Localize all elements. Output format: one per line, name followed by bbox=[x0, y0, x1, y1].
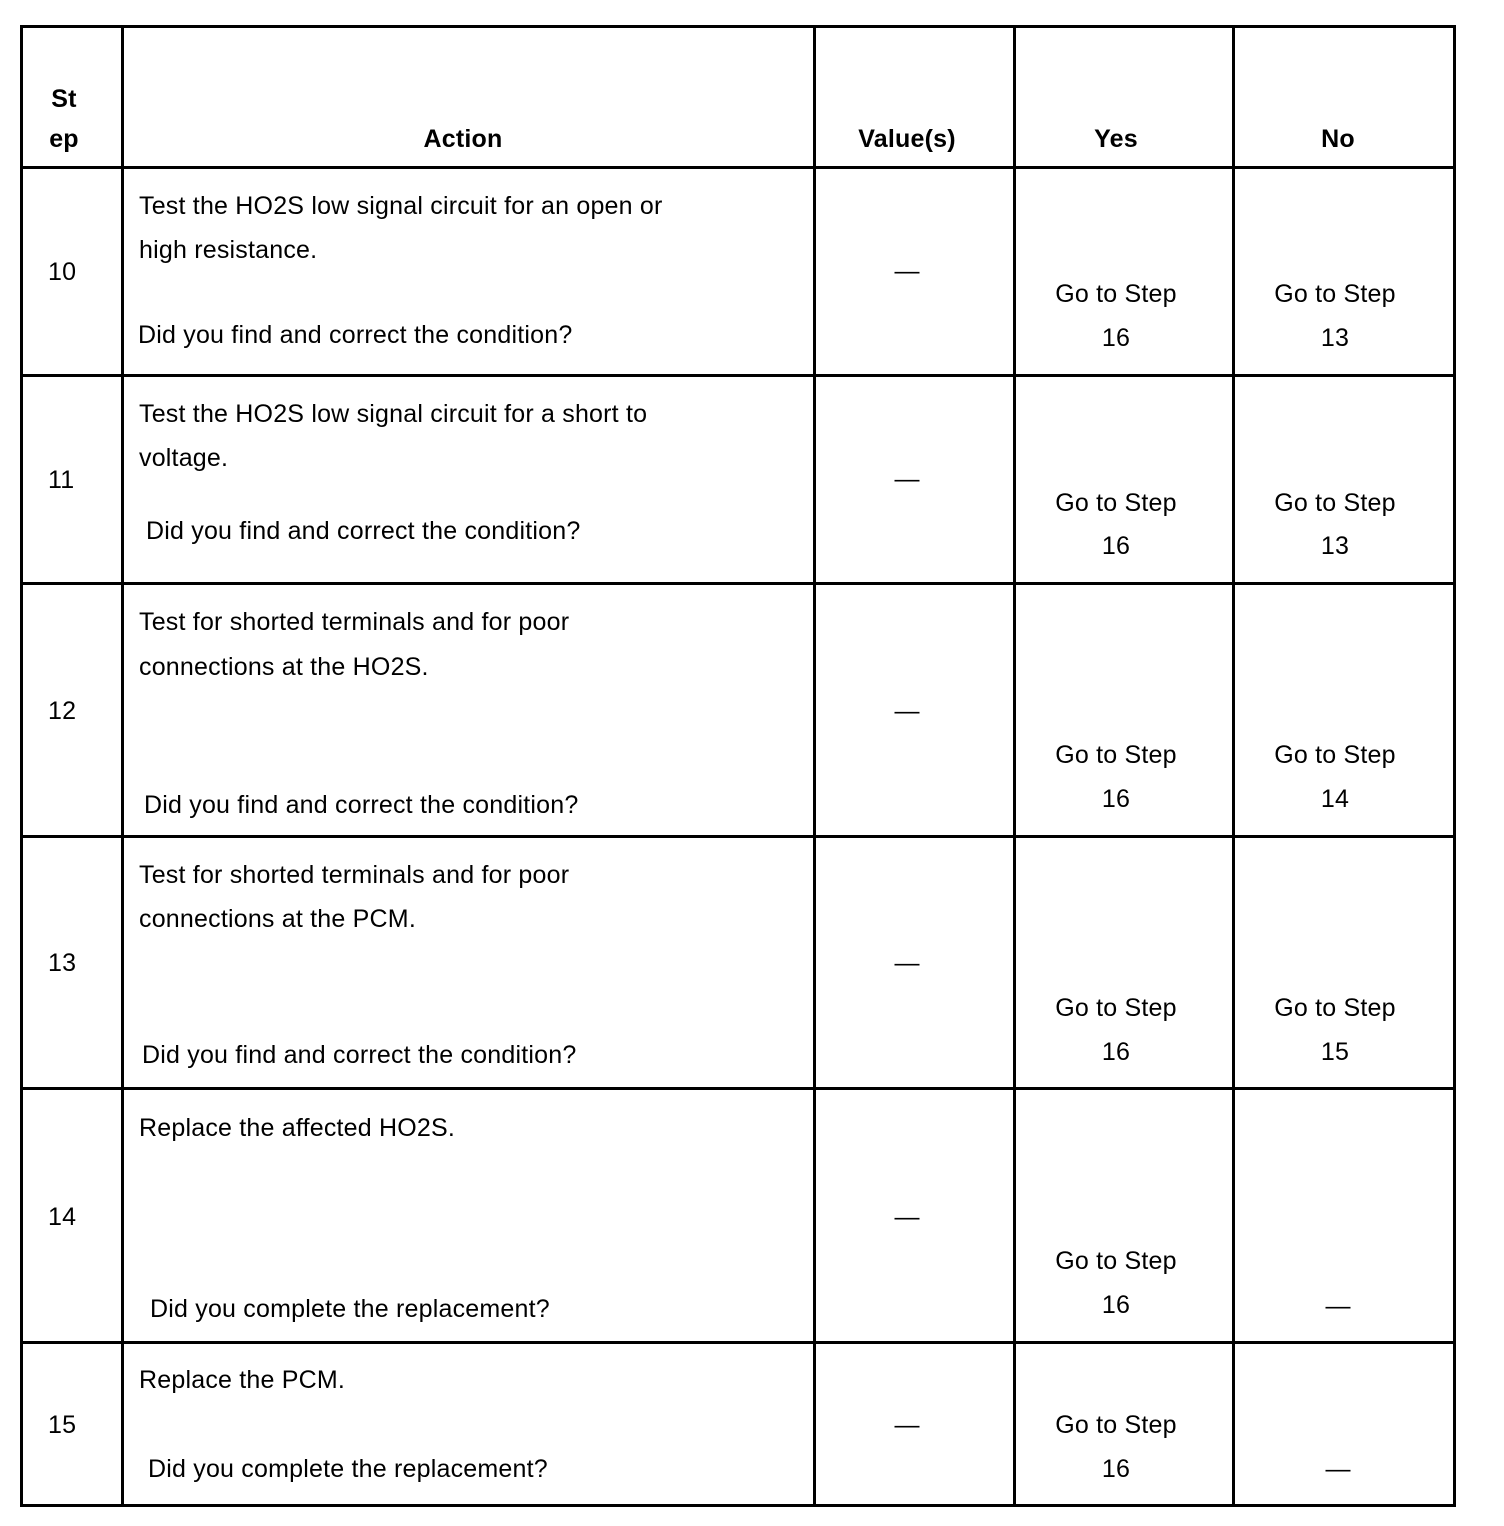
step-number: 13 bbox=[48, 949, 77, 977]
row-divider bbox=[20, 1087, 1456, 1090]
no-dash: — bbox=[1325, 1455, 1351, 1483]
yes-step: 16 bbox=[1101, 532, 1131, 560]
no-step: 14 bbox=[1320, 785, 1350, 813]
header-values: Value(s) bbox=[858, 125, 956, 153]
yes-action: Go to Step bbox=[1055, 994, 1177, 1022]
yes-action: Go to Step bbox=[1055, 280, 1177, 308]
no-step: 13 bbox=[1320, 324, 1350, 352]
yes-action: Go to Step bbox=[1055, 1411, 1177, 1439]
yes-step: 16 bbox=[1101, 1455, 1131, 1483]
action-text: high resistance. bbox=[139, 236, 318, 264]
action-question: Did you find and correct the condition? bbox=[146, 517, 581, 545]
yes-action: Go to Step bbox=[1055, 489, 1177, 517]
row-divider bbox=[20, 582, 1456, 585]
step-number: 11 bbox=[48, 466, 75, 494]
step-number: 12 bbox=[48, 697, 77, 725]
action-text: voltage. bbox=[139, 444, 229, 472]
action-text: Test the HO2S low signal circuit for an open or bbox=[139, 192, 663, 220]
row-divider bbox=[20, 166, 1456, 169]
no-action: Go to Step bbox=[1274, 994, 1396, 1022]
header-no: No bbox=[1321, 125, 1355, 153]
yes-step: 16 bbox=[1101, 1291, 1131, 1319]
column-divider bbox=[121, 25, 124, 1507]
no-step: 15 bbox=[1320, 1038, 1350, 1066]
action-text: Test the HO2S low signal circuit for a short to bbox=[139, 400, 648, 428]
value-dash: — bbox=[894, 697, 920, 725]
action-text: Replace the PCM. bbox=[139, 1366, 346, 1394]
action-text: connections at the HO2S. bbox=[139, 653, 429, 681]
action-text: Replace the affected HO2S. bbox=[139, 1114, 456, 1142]
action-question: Did you complete the replacement? bbox=[148, 1455, 548, 1483]
action-question: Did you find and correct the condition? bbox=[144, 791, 579, 819]
action-question: Did you find and correct the condition? bbox=[142, 1041, 577, 1069]
header-step-line1: St bbox=[51, 85, 77, 113]
step-number: 14 bbox=[48, 1203, 77, 1231]
value-dash: — bbox=[894, 1203, 920, 1231]
no-action: Go to Step bbox=[1274, 280, 1396, 308]
header-step-line2: ep bbox=[49, 125, 79, 153]
step-number: 15 bbox=[48, 1411, 77, 1439]
row-divider bbox=[20, 1341, 1456, 1344]
yes-step: 16 bbox=[1101, 324, 1131, 352]
header-yes: Yes bbox=[1094, 125, 1138, 153]
no-action: Go to Step bbox=[1274, 741, 1396, 769]
action-question: Did you find and correct the condition? bbox=[138, 321, 573, 349]
action-text: Test for shorted terminals and for poor bbox=[139, 861, 570, 889]
row-divider bbox=[20, 835, 1456, 838]
yes-step: 16 bbox=[1101, 785, 1131, 813]
column-divider bbox=[813, 25, 816, 1507]
yes-action: Go to Step bbox=[1055, 741, 1177, 769]
no-action: Go to Step bbox=[1274, 489, 1396, 517]
action-text: Test for shorted terminals and for poor bbox=[139, 608, 570, 636]
action-question: Did you complete the replacement? bbox=[150, 1295, 550, 1323]
action-text: connections at the PCM. bbox=[139, 905, 416, 933]
yes-action: Go to Step bbox=[1055, 1247, 1177, 1275]
yes-step: 16 bbox=[1101, 1038, 1131, 1066]
row-divider bbox=[20, 374, 1456, 377]
step-number: 10 bbox=[48, 258, 77, 286]
no-step: 13 bbox=[1320, 532, 1350, 560]
no-dash: — bbox=[1325, 1292, 1351, 1320]
value-dash: — bbox=[894, 257, 920, 285]
value-dash: — bbox=[894, 1411, 920, 1439]
value-dash: — bbox=[894, 465, 920, 493]
header-action: Action bbox=[423, 125, 503, 153]
value-dash: — bbox=[894, 949, 920, 977]
